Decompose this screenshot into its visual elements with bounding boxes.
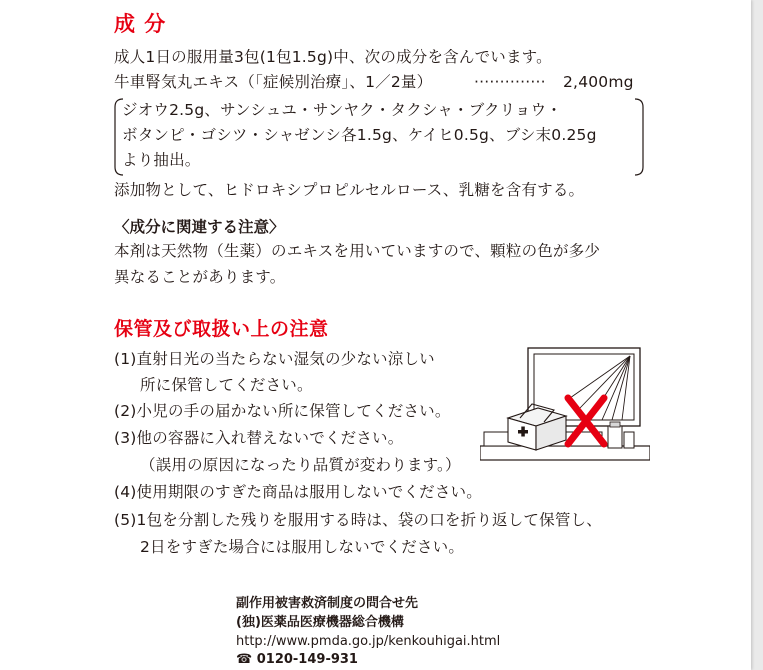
storage-item-2: (2)小児の手の届かない所に保管してください。 bbox=[114, 402, 451, 420]
ingredients-heading: 成 分 bbox=[114, 12, 167, 36]
extract-amount: 2,400mg bbox=[563, 73, 634, 91]
contact-title: 副作用被害救済制度の問合せ先 bbox=[236, 596, 419, 611]
dosage-line: 成人1日の服用量3包(1包1.5g)中、次の成分を含んでいます。 bbox=[114, 48, 552, 66]
contact-phone[interactable]: 0120-149-931 bbox=[256, 652, 358, 667]
storage-item-1-line-2: 所に保管してください。 bbox=[140, 376, 313, 394]
contact-url[interactable]: http://www.pmda.go.jp/kenkouhigai.html bbox=[236, 634, 501, 649]
phone-icon: ☎ bbox=[236, 652, 253, 667]
storage-heading: 保管及び取扱い上の注意 bbox=[114, 318, 329, 340]
extract-name: 牛車腎気丸エキス（「症候別治療」、1／2量） bbox=[114, 73, 433, 91]
crude-drug-bracket bbox=[114, 98, 644, 176]
note-heading: 〈成分に関連する注意〉 bbox=[114, 218, 285, 236]
extract-dots: ·············· bbox=[474, 73, 546, 91]
additives-line: 添加物として、ヒドロキシプロピルセルロース、乳糖を含有する。 bbox=[114, 181, 585, 199]
extract-line bbox=[114, 72, 432, 92]
contact-phone-row bbox=[236, 650, 358, 669]
storage-item-5-line-1: (5)1包を分割した残りを服用する時は、袋の口を折り返して保管し、 bbox=[114, 511, 602, 529]
bracket-line-3: より抽出。 bbox=[122, 151, 201, 169]
storage-item-4: (4)使用期限のすぎた商品は服用しないでください。 bbox=[114, 483, 482, 501]
storage-item-3-line-1: (3)他の容器に入れ替えないでください。 bbox=[114, 429, 404, 447]
note-line-2: 異なることがあります。 bbox=[114, 268, 286, 286]
contact-organization: (独)医薬品医療機器総合機構 bbox=[236, 615, 404, 630]
note-line-1: 本剤は天然物（生薬）のエキスを用いていますので、顆粒の色が多少 bbox=[114, 242, 601, 260]
bracket-line-1: ジオウ2.5g、サンシュユ・サンヤク・タクシャ・ブクリョウ・ bbox=[122, 101, 563, 119]
storage-item-1-line-1: (1)直射日光の当たらない湿気の少ない涼しい bbox=[114, 350, 435, 368]
storage-item-5-line-2: 2日をすぎた場合には服用しないでください。 bbox=[140, 538, 465, 556]
storage-illustration bbox=[480, 346, 650, 490]
storage-item-3-line-2: （誤用の原因になったり品質が変わります。） bbox=[140, 456, 461, 474]
bracket-line-2: ボタンピ・ゴシツ・シャゼンシ各1.5g、ケイヒ0.5g、ブシ末0.25g bbox=[122, 126, 597, 144]
sunlight-warning-illustration bbox=[480, 346, 650, 486]
